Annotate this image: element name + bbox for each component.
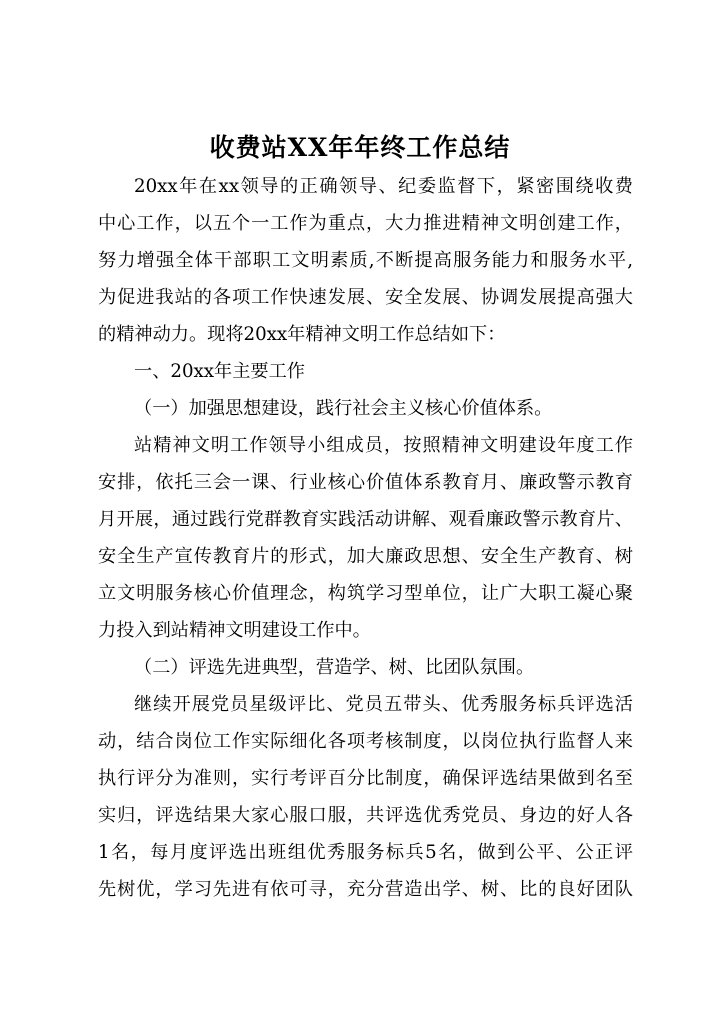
text-line: 先树优，学习先进有依可寻，充分营造出学、树、比的良好团队 xyxy=(98,879,633,900)
text-line: 力投入到站精神文明建设工作中。 xyxy=(98,620,371,641)
text-line: 动，结合岗位工作实际细化各项考核制度，以岗位执行监督人来 xyxy=(98,731,633,752)
text-line: 实归，评选结果大家心服口服，共评选优秀党员、身边的好人各 xyxy=(98,805,633,826)
text-line: 为促进我站的各项工作快速发展、安全发展、协调发展提高强大 xyxy=(98,287,633,308)
text-line: 20xx年在xx领导的正确领导、纪委监督下，紧密围绕收费 xyxy=(134,176,633,197)
text-line: 一、20xx年主要工作 xyxy=(134,361,305,382)
text-line: （一）加强思想建设，践行社会主义核心价值体系。 xyxy=(134,398,553,419)
text-line: 执行评分为准则，实行考评百分比制度，确保评选结果做到名至 xyxy=(98,768,633,789)
text-line: 月开展，通过践行党群教育实践活动讲解、观看廉政警示教育片、 xyxy=(98,509,633,530)
text-line: 的精神动力。现将20xx年精神文明工作总结如下： xyxy=(98,324,506,345)
text-line: 中心工作，以五个一工作为重点，大力推进精神文明创建工作， xyxy=(98,213,633,234)
text-line: 安全生产宣传教育片的形式，加大廉政思想、安全生产教育、树 xyxy=(98,546,633,567)
text-line: 安排，依托三会一课、行业核心价值体系教育月、廉政警示教育 xyxy=(98,472,633,493)
document-title: 收费站XX年年终工作总结 xyxy=(209,133,511,162)
text-line: 立文明服务核心价值理念，构筑学习型单位，让广大职工凝心聚 xyxy=(98,583,633,604)
text-line: 1名，每月度评选出班组优秀服务标兵5名，做到公平、公正评 xyxy=(98,842,633,863)
text-line: 努力增强全体干部职工文明素质,不断提高服务能力和服务水平, xyxy=(98,250,633,271)
text-line: 站精神文明工作领导小组成员，按照精神文明建设年度工作 xyxy=(134,435,633,456)
text-line: （二）评选先进典型，营造学、树、比团队氛围。 xyxy=(134,657,535,678)
document-body xyxy=(98,168,633,908)
text-line: 继续开展党员星级评比、党员五带头、优秀服务标兵评选活 xyxy=(134,694,633,715)
